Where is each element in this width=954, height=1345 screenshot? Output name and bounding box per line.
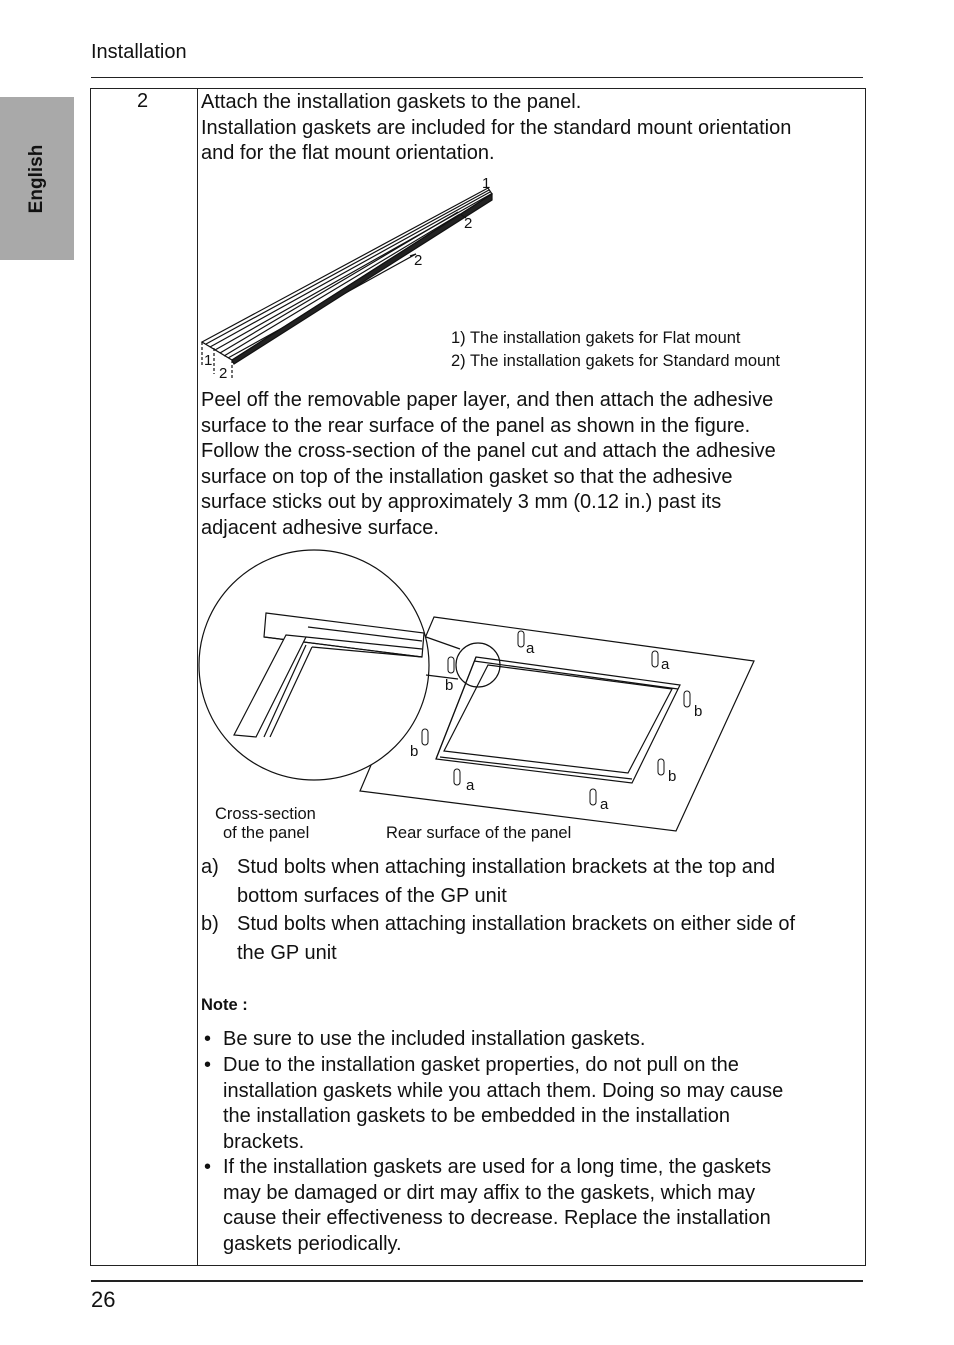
note-bullet-1: • bbox=[204, 1028, 212, 1050]
intro-line-2: Installation gaskets are included for the standard mount orientation bbox=[201, 116, 792, 139]
magnifier-circle bbox=[199, 550, 429, 780]
intro-line-3: and for the flat mount orientation. bbox=[201, 142, 495, 164]
note-2-line-3: the installation gaskets to be embedded in the installation bbox=[223, 1105, 731, 1127]
header-rule bbox=[91, 77, 863, 78]
note-3-line-3: cause their effectiveness to decrease. Replace the installation bbox=[223, 1207, 771, 1229]
stud-label-b-2: b bbox=[694, 703, 703, 720]
note-1-line-1: Be sure to use the included installation gaskets. bbox=[223, 1028, 646, 1050]
definition-b-line-1: Stud bolts when attaching installation brackets on either side of bbox=[237, 913, 796, 935]
step-number: 2 bbox=[137, 90, 149, 112]
gasket-legend-2: 2) The installation gakets for Standard mount bbox=[451, 352, 780, 370]
stud-label-b-3: b bbox=[410, 743, 419, 760]
stud-label-b-4: b bbox=[668, 768, 677, 785]
definition-a-marker: a) bbox=[201, 856, 219, 878]
gasket-legend-1: 1) The installation gakets for Flat mount bbox=[451, 329, 741, 347]
definition-a-line-2: bottom surfaces of the GP unit bbox=[237, 884, 507, 907]
language-tab bbox=[0, 97, 74, 260]
stud-label-a-2: a bbox=[661, 656, 670, 673]
footer-rule bbox=[91, 1280, 863, 1282]
rear-surface-caption: Rear surface of the panel bbox=[386, 824, 572, 842]
cross-section-caption-1: Cross-section bbox=[215, 805, 316, 823]
callout-1-top: 1 bbox=[482, 175, 491, 192]
note-bullet-3: • bbox=[204, 1156, 212, 1178]
callout-1-end: 1 bbox=[204, 352, 213, 369]
definition-b-line-2: the GP unit bbox=[237, 941, 337, 964]
definition-a-line-1: Stud bolts when attaching installation brackets at the top and bbox=[237, 856, 776, 878]
stud-label-a-3: a bbox=[466, 777, 475, 794]
note-bullet-2: • bbox=[204, 1054, 212, 1076]
stud-label-a-1: a bbox=[526, 640, 535, 657]
callout-2-top: 2 bbox=[464, 215, 473, 232]
header-title: Installation bbox=[91, 41, 187, 63]
note-2-line-2: installation gaskets while you attach them. Doing so may cause bbox=[223, 1079, 784, 1102]
cross-section-caption-2: of the panel bbox=[223, 824, 310, 842]
body-line-4: surface on top of the installation gasket so that the adhesive bbox=[201, 465, 733, 488]
note-3-line-1: If the installation gaskets are used for a long time, the gaskets bbox=[223, 1156, 772, 1178]
note-3-line-4: gaskets periodically. bbox=[223, 1232, 402, 1255]
callout-2-mid: 2 bbox=[414, 252, 423, 269]
page-number: 26 bbox=[91, 1287, 116, 1312]
body-line-1: Peel off the removable paper layer, and then attach the adhesive bbox=[201, 389, 774, 411]
stud-label-b-1: b bbox=[445, 677, 454, 694]
note-label: Note : bbox=[201, 996, 248, 1014]
callout-2-end: 2 bbox=[219, 365, 228, 382]
body-line-6: adjacent adhesive surface. bbox=[201, 516, 439, 539]
body-line-2: surface to the rear surface of the panel as shown in the figure. bbox=[201, 414, 751, 437]
panel-figure bbox=[198, 545, 758, 835]
note-3-line-2: may be damaged or dirt may affix to the gaskets, which may bbox=[223, 1181, 756, 1204]
intro-line-1: Attach the installation gaskets to the panel. bbox=[201, 91, 582, 113]
note-2-line-1: Due to the installation gasket properties, do not pull on the bbox=[223, 1054, 739, 1076]
stud-label-a-4: a bbox=[600, 796, 609, 813]
note-2-line-4: brackets. bbox=[223, 1130, 305, 1153]
definition-b-marker: b) bbox=[201, 913, 219, 935]
language-tab-label: English bbox=[26, 144, 47, 214]
body-line-3: Follow the cross-section of the panel cut and attach the adhesive bbox=[201, 440, 776, 462]
body-line-5: surface sticks out by approximately 3 mm (0.12 in.) past its bbox=[201, 491, 722, 513]
